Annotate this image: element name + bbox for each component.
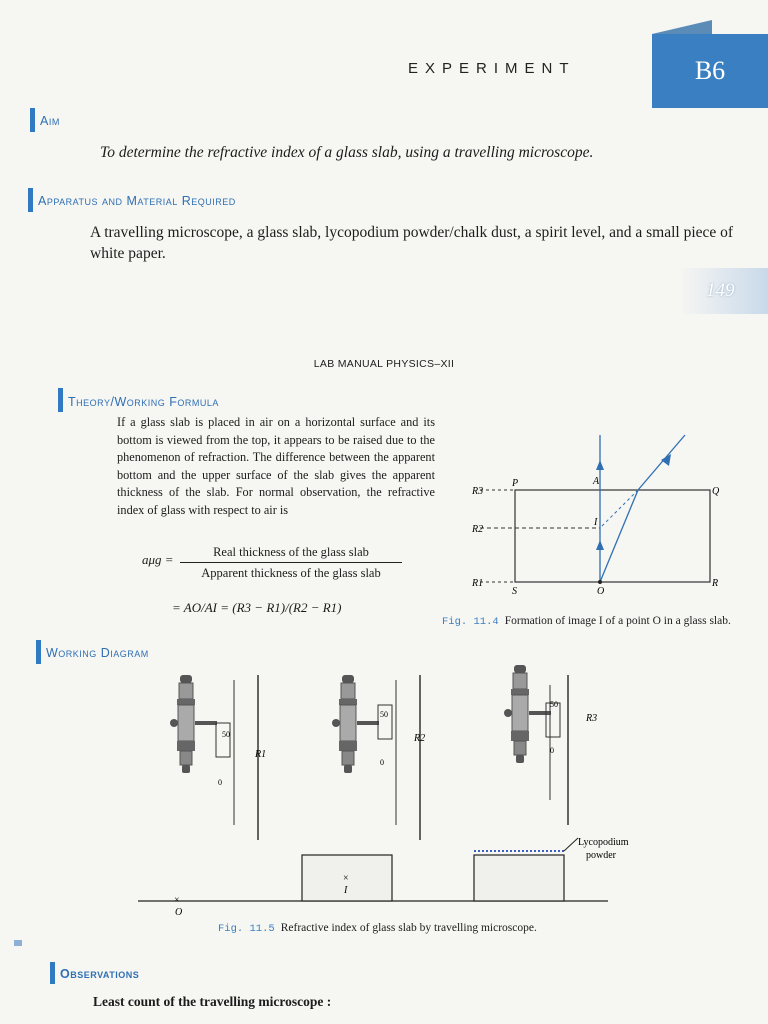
fig-11-4-number: Fig. 11.4: [442, 616, 499, 628]
reading-r2: R2: [414, 733, 426, 744]
fig-11-4-caption-text: Formation of image I of a point O in a glass slab.: [504, 615, 731, 627]
lycopodium-pointer: [564, 838, 578, 851]
formula-denominator: Apparent thickness of the glass slab: [201, 566, 381, 580]
observations-heading: Observations: [60, 967, 140, 981]
label-s: S: [512, 586, 517, 597]
virtual-ray: [600, 490, 638, 528]
refracted-ray-inside: [600, 490, 638, 582]
point-i-mark: ×: [343, 873, 349, 884]
scale-1-zero: 0: [218, 778, 222, 787]
formula-numerator: Real thickness of the glass slab: [180, 545, 402, 563]
formula-line2: = AO/AI = (R3 − R1)/(R2 − R1): [172, 600, 342, 615]
aim-heading: Aim: [40, 114, 60, 128]
margin-mark: [14, 940, 22, 946]
microscope-2: [332, 675, 379, 773]
fig-11-5-number: Fig. 11.5: [218, 923, 275, 935]
point-o-mark: ×: [174, 895, 180, 906]
glass-slab-outline: [515, 490, 710, 582]
theory-heading: Theory/Working Formula: [68, 395, 219, 409]
ray-arrow-mid: [596, 540, 604, 550]
label-a: A: [593, 476, 600, 487]
reading-r3: R3: [586, 713, 598, 724]
experiment-code-badge: B6: [652, 34, 768, 108]
apparatus-heading: Apparatus and Material Required: [38, 194, 236, 208]
scale-3-zero: 0: [550, 746, 554, 755]
label-q: Q: [712, 486, 720, 497]
label-p: P: [512, 478, 519, 489]
aim-bar: [30, 108, 35, 132]
point-i-label: I: [344, 885, 348, 896]
lycopodium-label-2: powder: [586, 850, 616, 861]
formula-lhs: aμg =: [142, 552, 174, 567]
scale-1-top: 50: [222, 730, 230, 739]
running-head: LAB MANUAL PHYSICS–XII: [313, 358, 455, 370]
point-o-dot: [598, 580, 602, 584]
working-diagram: [130, 665, 630, 935]
apparatus-bar: [28, 188, 33, 212]
experiment-label: EXPERIMENT: [408, 60, 576, 77]
reading-r1: R1: [255, 749, 267, 760]
theory-text: If a glass slab is placed in air on a horizontal surface and its bottom is viewed from the top, it appears to be raised due to the phenomenon of refraction. The difference between the apparent bottom and the upper surface of the slab gives the apparent thickness of the slab. For normal observation, the refractive index of glass with respect to air is: [117, 415, 435, 517]
microscope-1: [170, 675, 217, 773]
apparatus-text: A travelling microscope, a glass slab, lycopodium powder/chalk dust, a spirit level, and a small piece of white paper.: [90, 224, 734, 262]
scale-2-top: 50: [380, 710, 388, 719]
emergent-arrow: [661, 454, 671, 466]
least-count-text: Least count of the travelling microscope :: [93, 994, 332, 1009]
label-r2: R2: [472, 524, 484, 535]
glass-slab-3: [474, 855, 564, 901]
fig-11-4-diagram: [460, 430, 760, 605]
theory-bar: [58, 388, 63, 412]
badge-tab: [652, 20, 712, 34]
page-number: 149: [706, 280, 735, 301]
point-o-label: O: [175, 907, 183, 918]
microscope-3: [504, 665, 551, 763]
observations-bar: [50, 962, 55, 984]
scale-3-top: 50: [550, 700, 558, 709]
aim-text: To determine the refractive index of a glass slab, using a travelling microscope.: [100, 144, 594, 161]
fig-11-4-caption: [442, 615, 731, 628]
ray-arrow-up: [596, 460, 604, 470]
lycopodium-label-1: Lycopodium: [578, 837, 629, 848]
label-r: R: [712, 578, 719, 589]
label-o: O: [597, 586, 605, 597]
label-r3: R3: [472, 486, 484, 497]
scale-2-zero: 0: [380, 758, 384, 767]
label-i: I: [594, 517, 598, 528]
working-diagram-bar: [36, 640, 41, 664]
fig-11-5-caption-text: Refractive index of glass slab by travelling microscope.: [280, 922, 537, 934]
working-diagram-heading: Working Diagram: [46, 646, 149, 660]
label-r1: R1: [472, 578, 484, 589]
fig-11-5-caption: [218, 922, 537, 935]
emergent-ray: [638, 435, 685, 490]
